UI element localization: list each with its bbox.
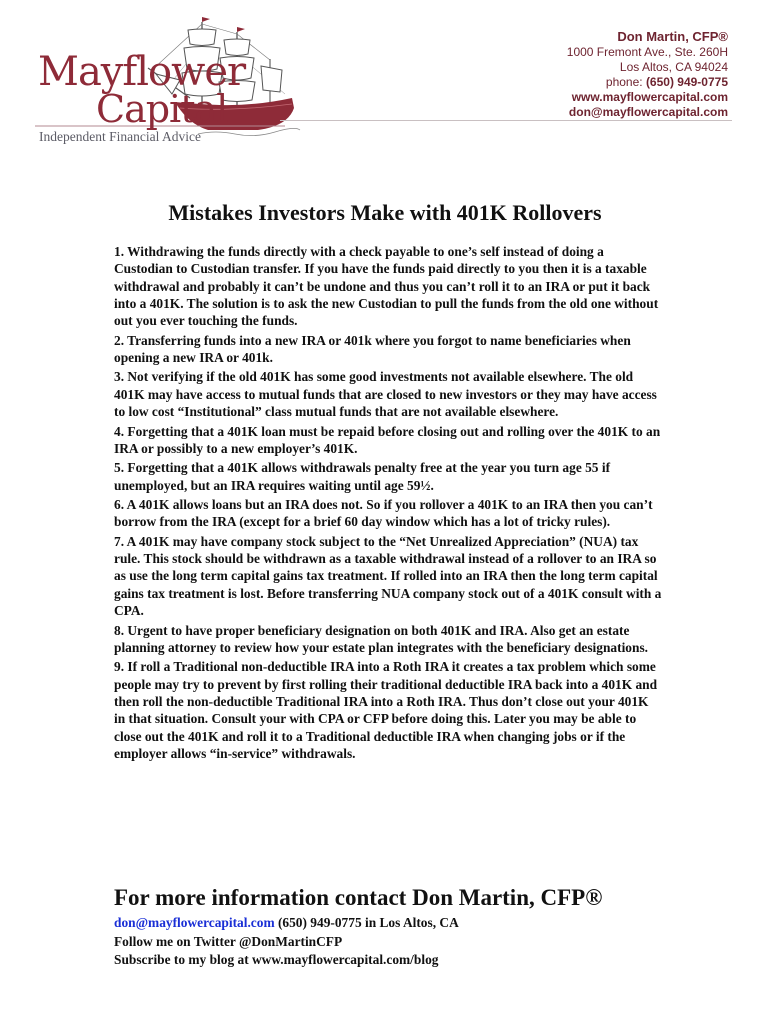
list-item: 5. Forgetting that a 401K allows withdrawals penalty free at the year you turn age 55 if unemployed, but an IRA requires waiting until age 59½. [114, 460, 611, 493]
phone-number: (650) 949-0775 [645, 75, 728, 89]
page-title: Mistakes Investors Make with 401K Rollovers [168, 200, 602, 225]
list-item: 8. Urgent to have proper beneficiary designation on both 401K and IRA. Also get an estate planning attorney to review how your estate plan integrates with the beneficiary designations. [114, 622, 648, 655]
logo-tagline: Independent Financial Advice [39, 129, 201, 144]
twitter-line: Follow me on Twitter @DonMartinCFP [114, 933, 343, 949]
list-item: 7. A 401K may have company stock subject to the “Net Unrealized Appreciation” (NUA) tax rule. This stock should be withdrawn as a taxable withdrawal instead of a rollover to an IRA so as use the long term capital gains tax treatment. If rolled into an IRA then the long term capital gains tax treatment is lost. Before transferring NUA company stock out of a 401K consult with a CPA. [114, 533, 662, 619]
list-item: 2. Transferring funds into a new IRA or 401k where you forgot to name beneficiaries when opening a new IRA or 401k. [114, 332, 631, 365]
letterhead-contact [567, 28, 728, 120]
footer-email-link[interactable]: don@mayflowercapital.com [114, 915, 275, 930]
address-line-2: Los Altos, CA 94024 [619, 60, 728, 74]
website-link[interactable]: www.mayflowercapital.com [571, 90, 728, 104]
blog-line: Subscribe to my blog at www.mayflowercapital.com/blog [114, 952, 439, 967]
footer-email-line [114, 914, 459, 933]
mayflower-capital-logo [30, 14, 302, 144]
advisor-name: Don Martin, CFP® [617, 29, 728, 44]
list-item: 6. A 401K allows loans but an IRA does not. So if you rollover a 401K to an IRA then you can’t borrow from the IRA (except for a brief 60 day window which has a lot of tricky rules). [114, 497, 653, 530]
list-item: 1. Withdrawing the funds directly with a check payable to one’s self instead of doing a Custodian to Custodian transfer. If you have the funds paid directly to you then it is a taxable withdrawal and probably it can’t be undone and thus you can’t roll it to an IRA or put it back into a 401K. The solution is to ask the new Custodian to pull the funds from the old one without out you ever touching the funds. [114, 244, 659, 329]
email-link[interactable]: don@mayflowercapital.com [568, 105, 728, 119]
footer-phone-location: (650) 949-0775 in Los Altos, CA [274, 915, 459, 930]
header-divider [280, 120, 732, 121]
footer-contact [114, 914, 459, 970]
logo-wordmark-line2: Capital [96, 87, 228, 131]
mistakes-list [114, 243, 662, 764]
logo-wordmark-line1: Mayflower [38, 49, 246, 95]
contact-heading: For more information contact Don Martin, CFP® [114, 885, 603, 910]
list-item: 3. Not verifying if the old 401K has some good investments not available elsewhere. The old 401K may have access to mutual funds that are closed to new investors or they may have access to low cost “Institutional” class mutual funds that are not available elsewhere. [114, 369, 657, 420]
address-line-1: 1000 Fremont Ave., Ste. 260H [566, 45, 728, 59]
list-item: 9. If roll a Traditional non-deductible IRA into a Roth IRA it creates a tax problem which some people may try to prevent by first rolling their traditional deductible IRA back into a 401K and then roll the non-deductible Traditional IRA into a Roth IRA. Thus don’t close out your 401K in that situation. Consult your with CPA or CFP before doing this. Later you may be able to close out the 401K and roll it to a Traditional deductible IRA when changing jobs or if the employer allows “in-service” withdrawals. [114, 659, 658, 761]
phone-line [567, 75, 728, 90]
list-item: 4. Forgetting that a 401K loan must be repaid before closing out and rolling over the 401K to an IRA or possibly to a new employer’s 401K. [114, 423, 661, 456]
phone-label: phone: [605, 75, 646, 89]
